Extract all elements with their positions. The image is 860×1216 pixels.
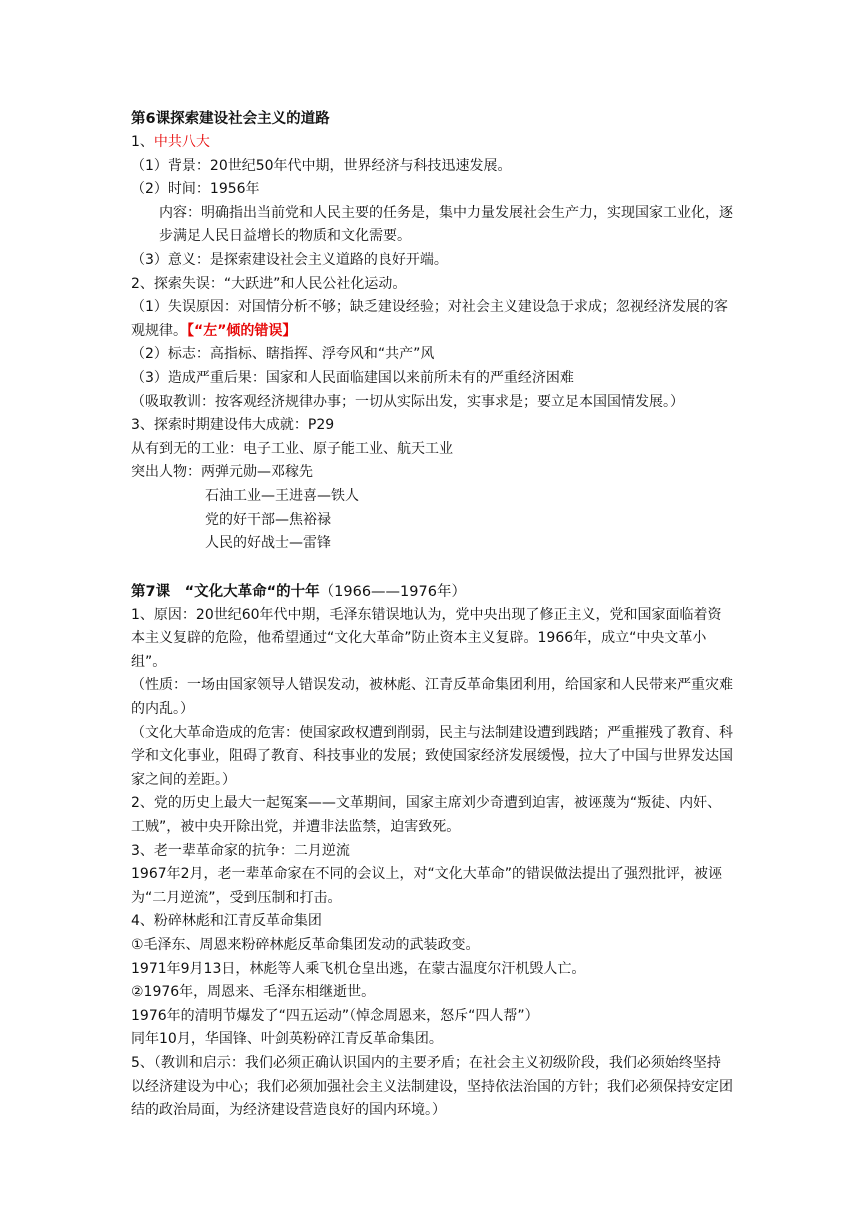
- lesson7-resist-text: 1967年2月，老一辈革命家在不同的会议上，对“文化大革命”的错误做法提出了强烈批评，被诬为“二月逆流”，受到压制和打击。: [131, 866, 723, 906]
- lesson7-harm: （文化大革命造成的危害：使国家政权遭到削弱，民主与法制建设遭到践踏；严重摧残了教育、科学和文化事业，阻碍了教育、科技事业的发展；致使国家经济发展缓慢，拉大了中国与世界发达国家之间的差距。）: [131, 724, 733, 788]
- lesson7-smash-1: ①毛泽东、周恩来粉碎林彪反革命集团发动的武装政变。: [131, 937, 480, 953]
- section2-lesson: （吸取教训：按客观经济规律办事；一切从实际出发，实事求是；要立足本国国情发展。）: [131, 393, 684, 410]
- lesson7-resist-title: 3、老一辈革命家的抗争：二月逆流: [131, 842, 350, 859]
- lesson7-cause: 1、原因：20世纪60年代中期，毛泽东错误地认为，党中央出现了修正主义，党和国家面临着资本主义复辟的危险，他希望通过“文化大革命”防止资本主义复辟。1966年，成立“中央文革小组”。: [131, 606, 722, 670]
- section3-title: 3、探索时期建设伟大成就：P29: [131, 417, 335, 434]
- section2-cause: [131, 296, 734, 343]
- person-item: 人民的好战士—雷锋: [205, 535, 331, 552]
- section1-background: （1）背景：20世纪50年代中期，世界经济与科技迅速发展。: [131, 157, 512, 174]
- section3-people-label: 突出人物：两弹元勋—邓稼先: [131, 464, 313, 481]
- section2-result: （3）造成严重后果：国家和人民面临建国以来前所未有的严重经济困难: [131, 369, 574, 386]
- section2-sign: （2）标志：高指标、瞎指挥、浮夸风和“共产”风: [131, 346, 435, 363]
- section-spacer: [131, 556, 734, 580]
- section2-title: 2、探索失误：“大跃进”和人民公社化运动。: [131, 275, 407, 292]
- lesson7-smash-5: 同年10月，华国锋、叶剑英粉碎江青反革命集团。: [131, 1031, 443, 1048]
- section1-title: 中共八大: [153, 134, 210, 150]
- section2-cause-tag: 【“左”倾的错误】: [187, 322, 297, 339]
- lesson7-title-years: （1966——1976年）: [319, 583, 466, 600]
- lesson7-smash-title: 4、粉碎林彪和江青反革命集团: [131, 913, 322, 930]
- section1-meaning: （3）意义：是探索建设社会主义道路的良好开端。: [131, 251, 448, 268]
- section1-number: 1、: [131, 134, 154, 150]
- lesson7-case: 2、党的历史上最大一起冤案——文革期间，国家主席刘少奇遭到迫害，被诬蔑为“叛徒、内奸、工贼”，被中央开除出党，并遭非法监禁，迫害致死。: [131, 795, 722, 836]
- lesson7-title-main: 第7课 “文化大革命“的十年: [131, 583, 320, 600]
- section3-industry: 从有到无的工业：电子工业、原子能工业、航天工业: [131, 440, 453, 457]
- lesson7-nature: （性质：一场由国家领导人错误发动，被林彪、江青反革命集团利用，给国家和人民带来严重灾难的内乱。）: [131, 677, 733, 718]
- section1-time: （2）时间：1956年: [131, 181, 260, 198]
- person-item: 党的好干部—焦裕禄: [205, 511, 331, 528]
- lesson7-lesson-text: 5、（教训和启示：我们必须正确认识国内的主要矛盾；在社会主义初级阶段，我们必须始终坚持以经济建设为中心；我们必须加强社会主义法制建设，坚持依法治国的方针；我们必须保持安定团结的政治局面，为经济建设营造良好的国内环境。）: [131, 1054, 733, 1119]
- person-item: 石油工业—王进喜—铁人: [205, 487, 359, 504]
- lesson7-title: [131, 580, 734, 604]
- section1-content: 内容：明确指出当前党和人民主要的任务是，集中力量发展社会生产力，实现国家工业化，逐步满足人民日益增长的物质和文化需要。: [159, 204, 733, 245]
- lesson6-title: 第6课探索建设社会主义的道路: [131, 111, 330, 127]
- lesson7-smash-2: 1971年9月13日，林彪等人乘飞机仓皇出逃，在蒙古温度尔汗机毁人亡。: [131, 960, 586, 977]
- lesson7-smash-3: ②1976年，周恩来、毛泽东相继逝世。: [131, 984, 376, 1001]
- lesson7-smash-4: 1976年的清明节爆发了“四五运动”（悼念周恩来，怒斥“四人帮”）: [131, 1007, 539, 1024]
- section1-heading: [131, 131, 734, 155]
- section2-cause-text: （1）失误原因：对国情分析不够；缺乏建设经验；对社会主义建设急于求成；忽视经济发展的客观规律。: [131, 299, 728, 339]
